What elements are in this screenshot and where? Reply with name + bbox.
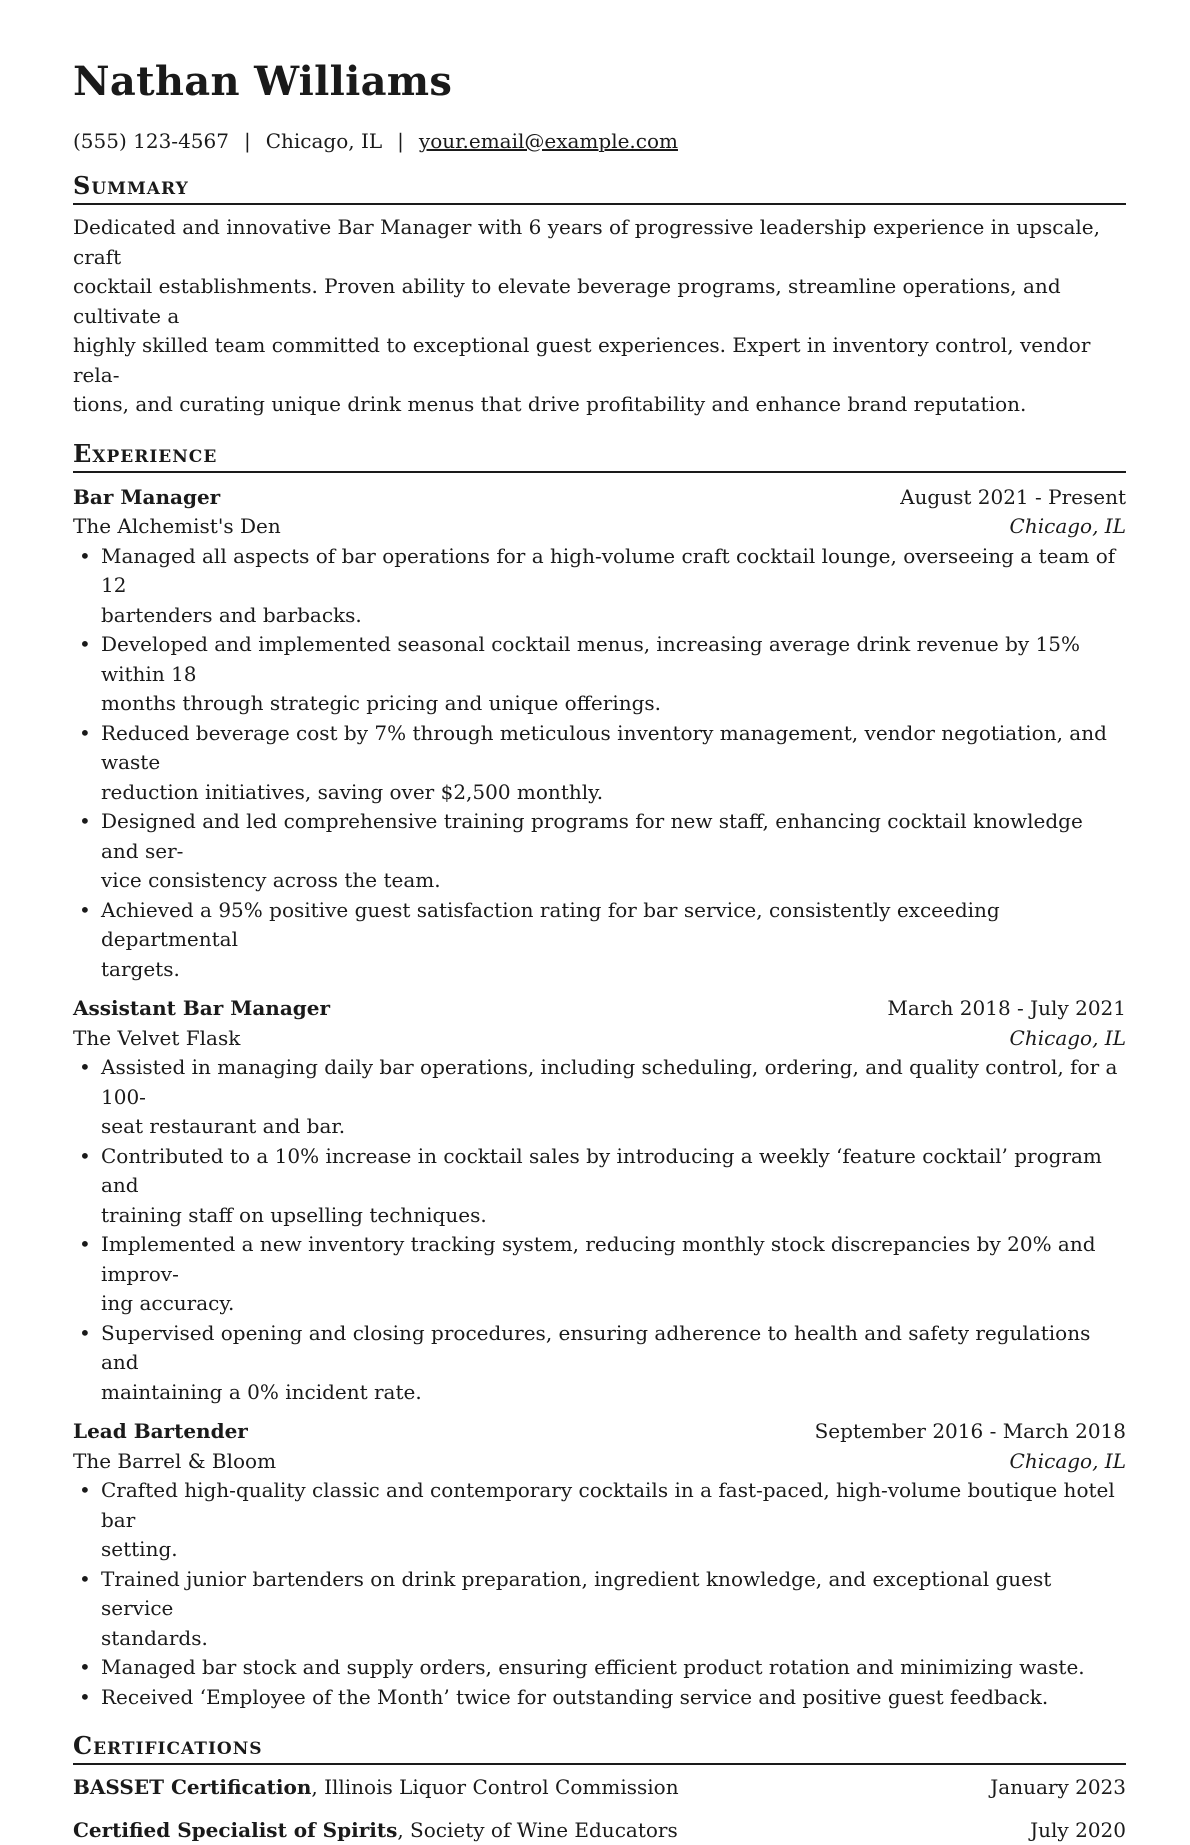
bullet-line: • Supervised opening and closing procedures, ensuring adherence to health and safety regulations and <box>101 1319 1126 1378</box>
job-entry <box>73 483 1126 985</box>
job-dates: September 2016 - March 2018 <box>815 1417 1126 1447</box>
bullet-item <box>73 1476 1126 1565</box>
job-title: Lead Bartender <box>73 1417 248 1447</box>
experience-list <box>73 483 1126 1713</box>
candidate-name: Nathan Williams <box>73 58 1126 106</box>
summary-text <box>73 213 1126 420</box>
job-header-row <box>73 994 1126 1024</box>
job-dates: August 2021 - Present <box>900 483 1126 513</box>
summary-line: highly skilled team committed to exceptional guest experiences. Expert in inventory control, vendor rela- <box>73 331 1126 390</box>
job-location: Chicago, IL <box>1010 1447 1126 1477</box>
bullet-line: • Contributed to a 10% increase in cocktail sales by introducing a weekly ‘feature cocktail’ program and <box>101 1142 1126 1201</box>
summary-line: Dedicated and innovative Bar Manager with 6 years of progressive leadership experience in upscale, craft <box>73 213 1126 272</box>
bullet-line: • Assisted in managing daily bar operations, including scheduling, ordering, and quality control, for a 100- <box>101 1053 1126 1112</box>
bullet-line: • Achieved a 95% positive guest satisfaction rating for bar service, consistently exceeding departmental <box>101 896 1126 955</box>
certifications-heading: Certifications <box>73 1732 1126 1765</box>
bullet-item <box>73 1683 1126 1713</box>
certification-label <box>73 1773 679 1803</box>
certification-row <box>73 1816 1126 1845</box>
job-title: Bar Manager <box>73 483 220 513</box>
certification-row <box>73 1773 1126 1803</box>
separator: | <box>229 128 266 154</box>
bullet-line: • Crafted high-quality classic and contemporary cocktails in a fast-paced, high-volume boutique hotel bar <box>101 1476 1126 1535</box>
certification-name: Certified Specialist of Spirits <box>73 1818 397 1842</box>
experience-heading: Experience <box>73 440 1126 473</box>
summary-heading: Summary <box>73 172 1126 205</box>
bullet-line: seat restaurant and bar. <box>101 1112 1126 1142</box>
email-link[interactable]: your.email@example.com <box>419 128 678 154</box>
company-name: The Barrel & Bloom <box>73 1447 276 1477</box>
bullet-item <box>73 1319 1126 1408</box>
bullet-list <box>73 1476 1126 1712</box>
bullet-line: • Designed and led comprehensive training programs for new staff, enhancing cocktail knowledge and ser- <box>101 807 1126 866</box>
bullet-item <box>73 1565 1126 1654</box>
phone: (555) 123-4567 <box>73 128 229 154</box>
job-header-row <box>73 483 1126 513</box>
bullet-line: vice consistency across the team. <box>101 866 1126 896</box>
location: Chicago, IL <box>266 128 382 154</box>
separator: | <box>382 128 419 154</box>
certifications-list <box>73 1773 1126 1845</box>
job-company-row <box>73 1447 1126 1477</box>
bullet-line: • Trained junior bartenders on drink preparation, ingredient knowledge, and exceptional guest service <box>101 1565 1126 1624</box>
contact-line <box>73 128 1126 154</box>
bullet-line: months through strategic pricing and unique offerings. <box>101 689 1126 719</box>
certification-date: January 2023 <box>990 1773 1126 1803</box>
certification-name: BASSET Certification <box>73 1775 311 1799</box>
bullet-list <box>73 1053 1126 1407</box>
bullet-item <box>73 630 1126 719</box>
bullet-line: ing accuracy. <box>101 1289 1126 1319</box>
job-location: Chicago, IL <box>1010 512 1126 542</box>
bullet-line: • Developed and implemented seasonal cocktail menus, increasing average drink revenue by 15% within 18 <box>101 630 1126 689</box>
job-header-row <box>73 1417 1126 1447</box>
summary-line: cocktail establishments. Proven ability to elevate beverage programs, streamline operations, and cultivate a <box>73 272 1126 331</box>
job-dates: March 2018 - July 2021 <box>887 994 1126 1024</box>
bullet-line: • Managed bar stock and supply orders, ensuring efficient product rotation and minimizing waste. <box>101 1653 1126 1683</box>
bullet-line: reduction initiatives, saving over $2,500 monthly. <box>101 778 1126 808</box>
bullet-list <box>73 542 1126 985</box>
bullet-line: • Reduced beverage cost by 7% through meticulous inventory management, vendor negotiation, and waste <box>101 719 1126 778</box>
certification-date: July 2020 <box>1030 1816 1126 1845</box>
bullet-item <box>73 542 1126 631</box>
bullet-line: • Managed all aspects of bar operations for a high-volume craft cocktail lounge, overseeing a team of 12 <box>101 542 1126 601</box>
company-name: The Velvet Flask <box>73 1024 240 1054</box>
resume-content <box>73 58 1126 1845</box>
job-entry <box>73 1417 1126 1712</box>
bullet-item <box>73 1142 1126 1231</box>
bullet-item <box>73 1653 1126 1683</box>
bullet-line: • Implemented a new inventory tracking system, reducing monthly stock discrepancies by 20% and improv- <box>101 1230 1126 1289</box>
company-name: The Alchemist's Den <box>73 512 281 542</box>
certification-issuer: , Society of Wine Educators <box>397 1818 677 1842</box>
bullet-item <box>73 896 1126 985</box>
certification-label <box>73 1816 678 1845</box>
job-location: Chicago, IL <box>1010 1024 1126 1054</box>
bullet-line: setting. <box>101 1535 1126 1565</box>
bullet-line: maintaining a 0% incident rate. <box>101 1378 1126 1408</box>
certification-issuer: , Illinois Liquor Control Commission <box>311 1775 678 1799</box>
bullet-line: • Received ‘Employee of the Month’ twice for outstanding service and positive guest feedback. <box>101 1683 1126 1713</box>
job-company-row <box>73 512 1126 542</box>
bullet-item <box>73 807 1126 896</box>
bullet-item <box>73 1230 1126 1319</box>
bullet-line: standards. <box>101 1624 1126 1654</box>
job-title: Assistant Bar Manager <box>73 994 330 1024</box>
bullet-item <box>73 1053 1126 1142</box>
bullet-line: training staff on upselling techniques. <box>101 1201 1126 1231</box>
job-entry <box>73 994 1126 1407</box>
bullet-line: bartenders and barbacks. <box>101 601 1126 631</box>
bullet-item <box>73 719 1126 808</box>
summary-line: tions, and curating unique drink menus that drive profitability and enhance brand reputation. <box>73 390 1126 420</box>
job-company-row <box>73 1024 1126 1054</box>
bullet-line: targets. <box>101 955 1126 985</box>
